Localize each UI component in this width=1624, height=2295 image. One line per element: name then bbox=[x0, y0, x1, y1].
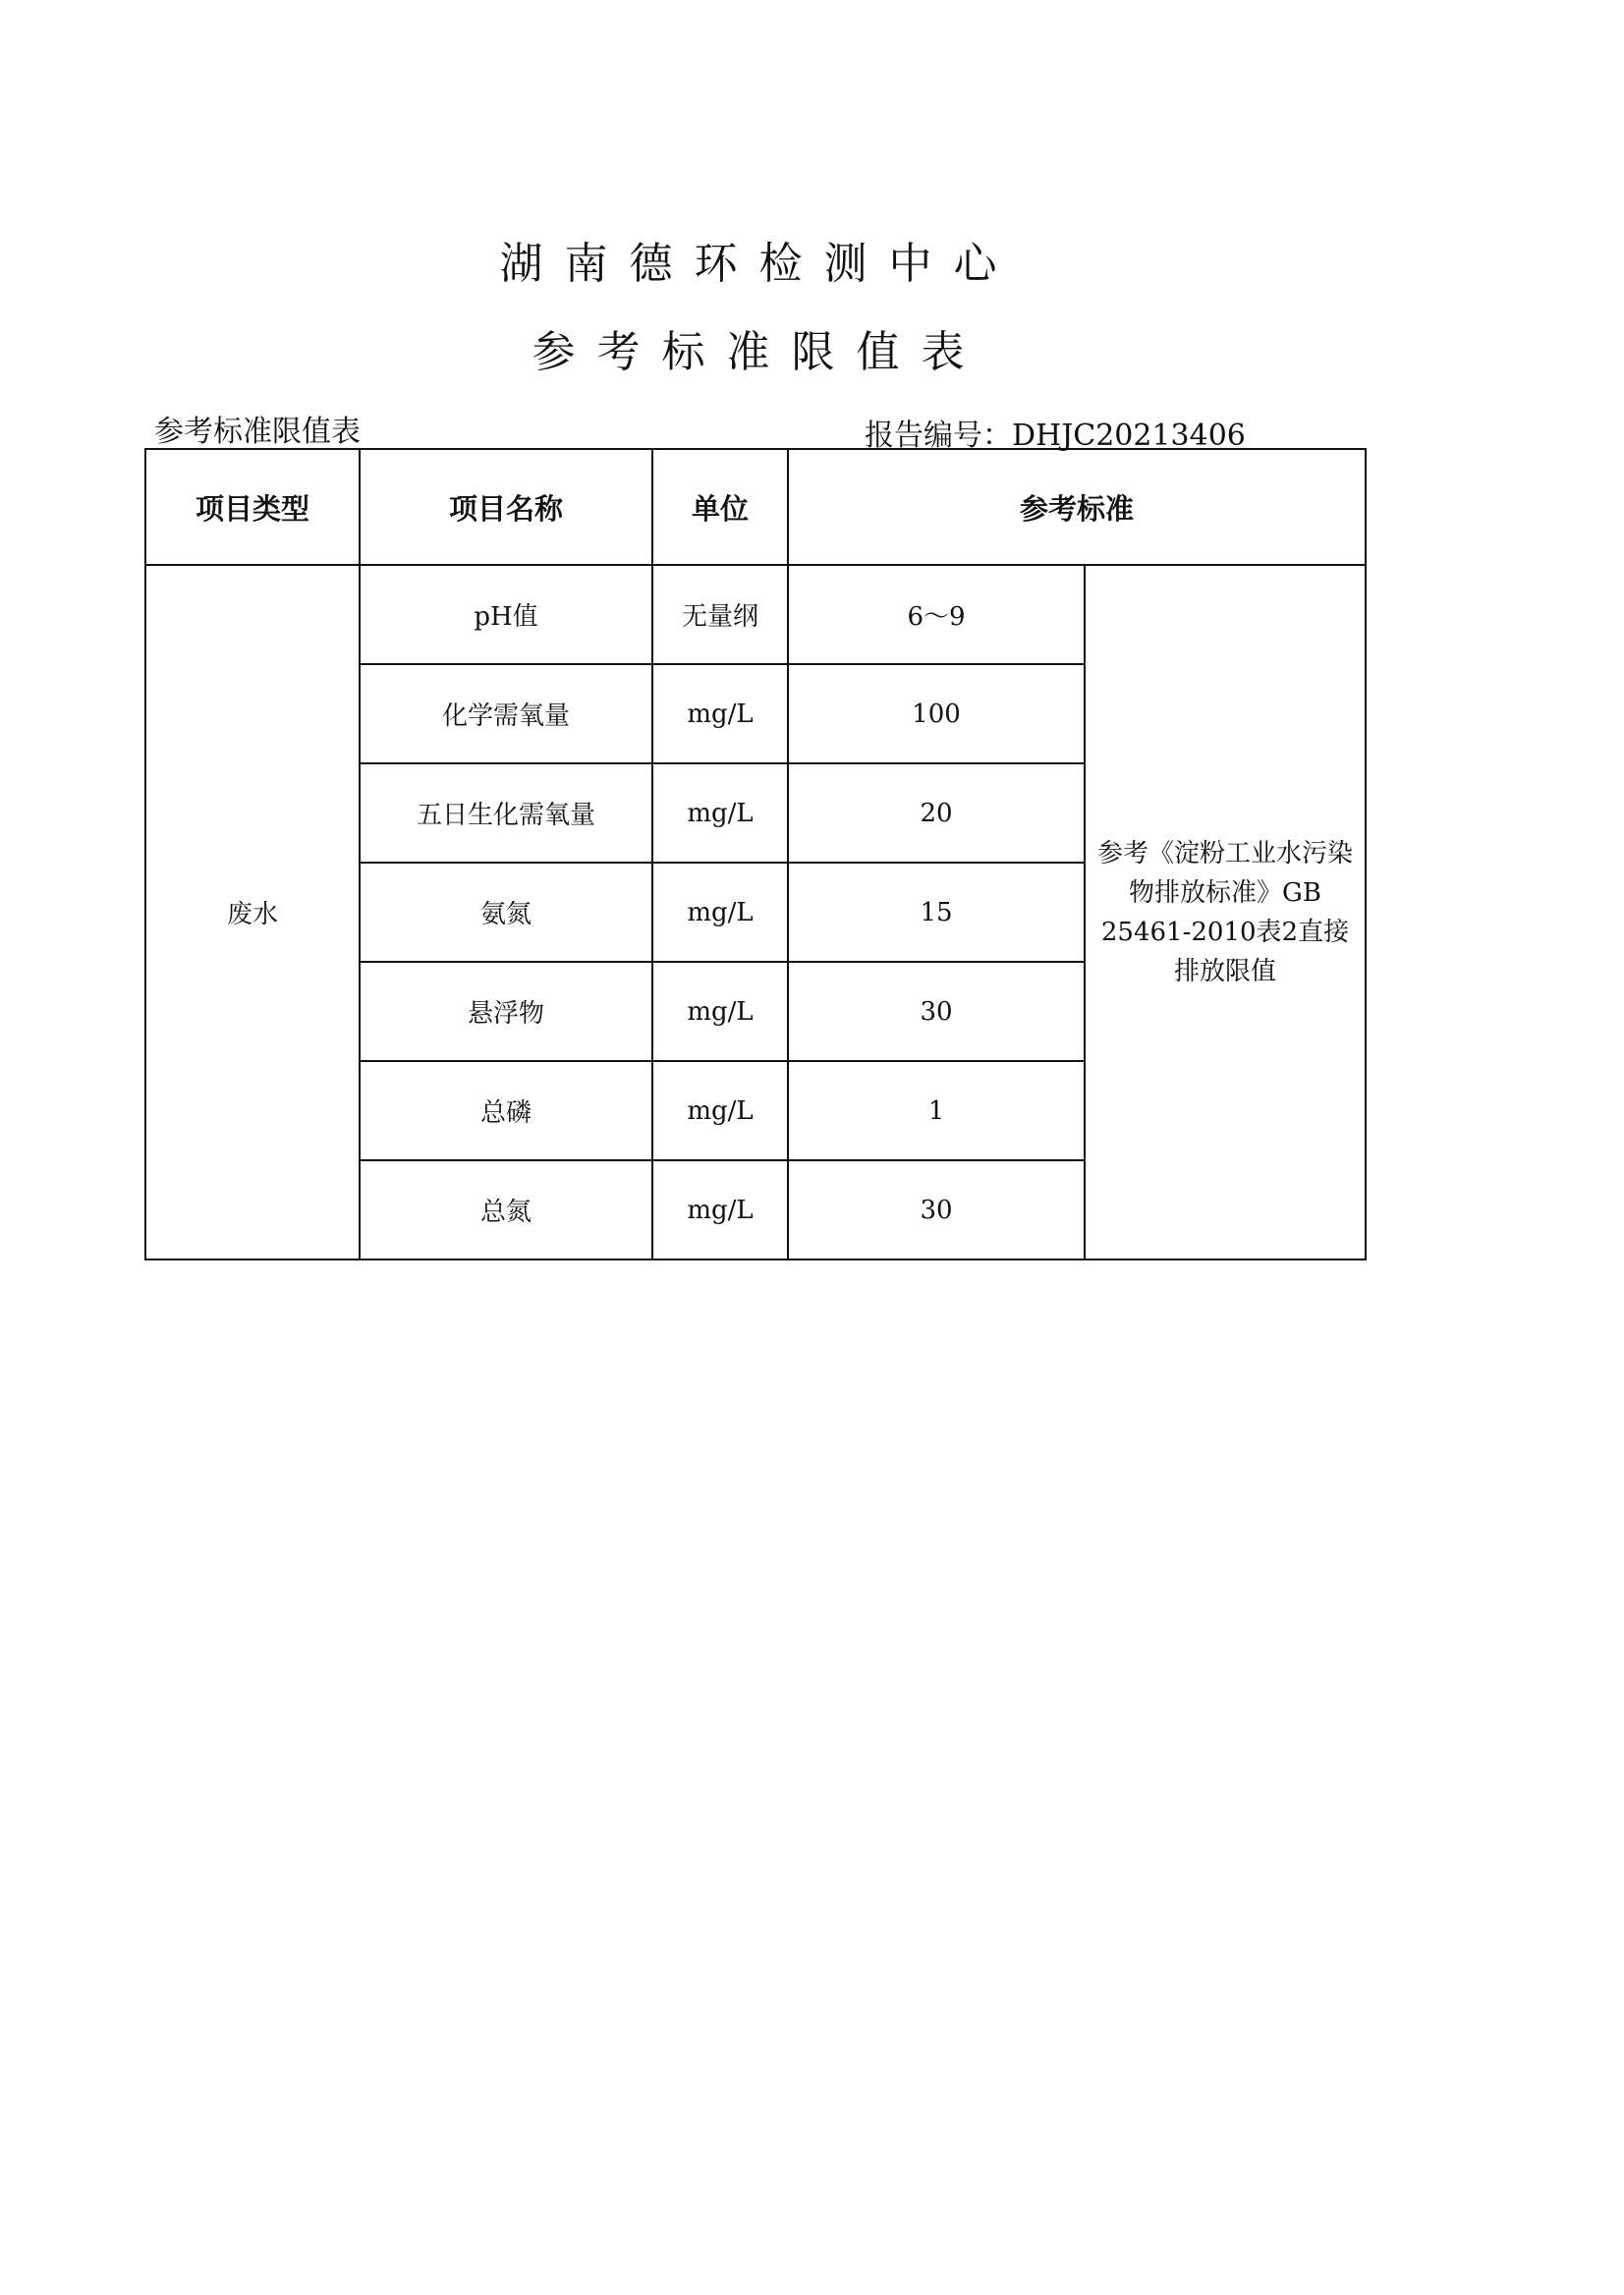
table-label: 参考标准限值表 bbox=[154, 415, 361, 449]
unit-cell: mg/L bbox=[652, 1061, 788, 1160]
reference-standard-table bbox=[144, 448, 1367, 1260]
unit-cell: mg/L bbox=[652, 863, 788, 962]
unit-cell: mg/L bbox=[652, 1160, 788, 1259]
table-header-row bbox=[145, 449, 1366, 565]
item-name-cell: 化学需氧量 bbox=[360, 664, 652, 763]
item-name-cell: 五日生化需氧量 bbox=[360, 763, 652, 863]
limit-value-cell: 30 bbox=[788, 962, 1085, 1061]
item-type-cell: 废水 bbox=[145, 565, 360, 1259]
report-number: 报告编号：DHJC20213406 bbox=[865, 419, 1246, 453]
limit-value-cell: 30 bbox=[788, 1160, 1085, 1259]
item-name-cell: pH值 bbox=[360, 565, 652, 664]
unit-cell: 无量纲 bbox=[652, 565, 788, 664]
item-name-cell: 悬浮物 bbox=[360, 962, 652, 1061]
header-item-name: 项目名称 bbox=[360, 449, 652, 565]
unit-cell: mg/L bbox=[652, 962, 788, 1061]
standard-reference-cell bbox=[1085, 565, 1366, 1259]
limit-value-cell: 15 bbox=[788, 863, 1085, 962]
unit-cell: mg/L bbox=[652, 763, 788, 863]
table-row bbox=[145, 565, 1366, 664]
header-item-type: 项目类型 bbox=[145, 449, 360, 565]
limit-value-cell: 6～9 bbox=[788, 565, 1085, 664]
limit-value-cell: 100 bbox=[788, 664, 1085, 763]
standard-reference-text: 参考《淀粉工业水污染物排放标准》GB 25461-2010表2直接排放限值 bbox=[1096, 838, 1353, 986]
item-name-cell: 氨氮 bbox=[360, 863, 652, 962]
document-title: 参考标准限值表 bbox=[532, 327, 986, 377]
unit-cell: mg/L bbox=[652, 664, 788, 763]
header-reference-standard: 参考标准 bbox=[788, 449, 1366, 565]
org-title: 湖南德环检测中心 bbox=[499, 239, 1019, 289]
item-name-cell: 总氮 bbox=[360, 1160, 652, 1259]
limit-value-cell: 1 bbox=[788, 1061, 1085, 1160]
limit-value-cell: 20 bbox=[788, 763, 1085, 863]
item-name-cell: 总磷 bbox=[360, 1061, 652, 1160]
header-unit: 单位 bbox=[652, 449, 788, 565]
